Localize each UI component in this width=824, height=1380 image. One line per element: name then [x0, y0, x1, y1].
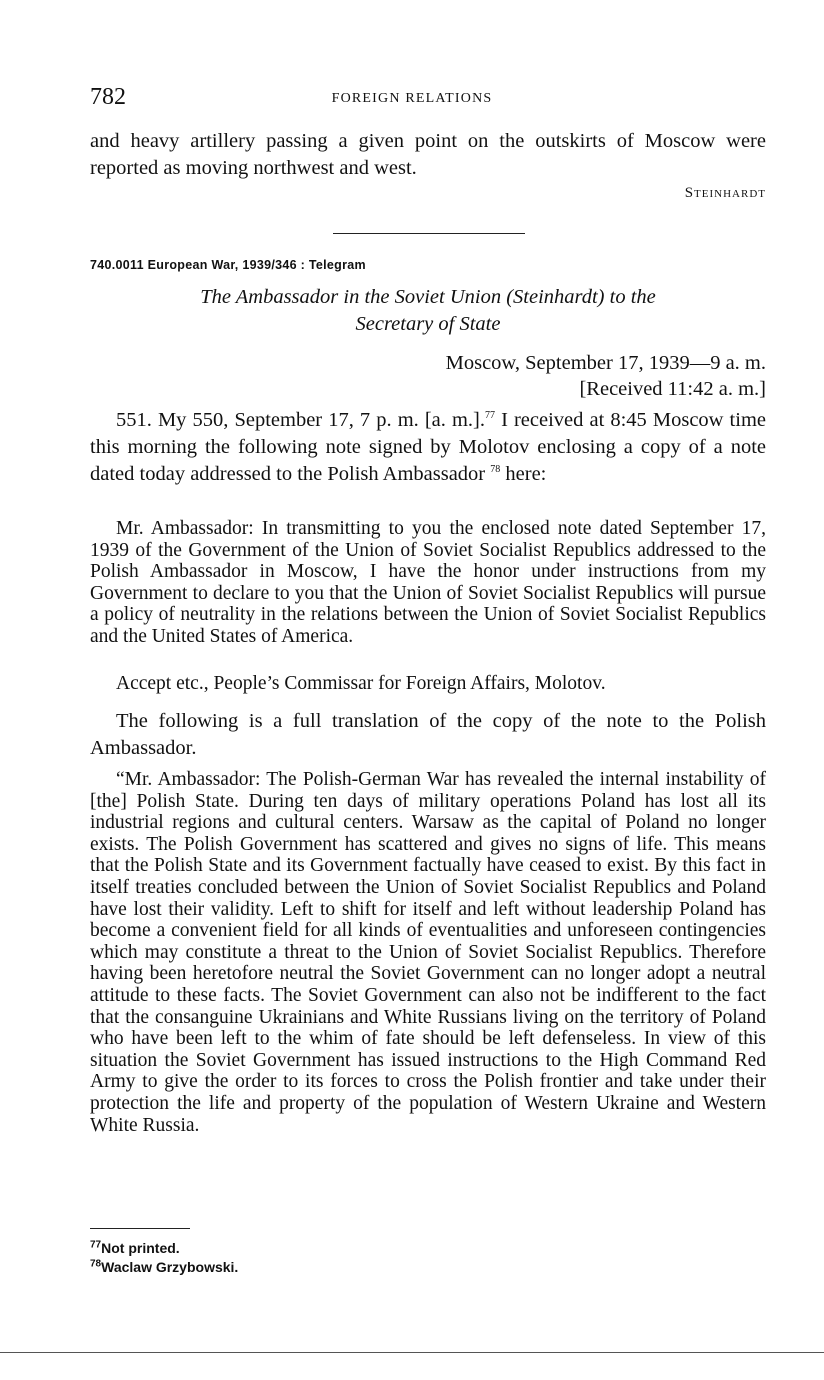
translation-intro-paragraph: The following is a full translation of the copy of the note to the Polish Ambassador.: [90, 710, 766, 759]
page-number: 782: [90, 84, 126, 110]
page-bottom-edge: [0, 1352, 824, 1353]
footnote-77: [90, 1240, 180, 1257]
footnote-text: Waclaw Grzybowski.: [101, 1259, 239, 1275]
polish-ambassador-note-quote: “Mr. Ambassador: The Polish-German War has revealed the internal instability of [the] Polish State. During ten days of military operations Poland has lost all its industrial regions and cultural centers. Warsaw as the capital of Poland no longer exists. The Polish Government has scattered and gives no signs of life. This means that the Polish State and its Government factually have ceased to exist. By this fact in itself treaties concluded between the Union of Soviet Socialist Republics and Poland have lost their validity. Left to shift for itself and left without leadership Poland has become a convenient field for all kinds of eventualities and unforeseen contingencies which may constitute a threat to the Union of Soviet Socialist Republics. Therefore having been heretofore neutral the Soviet Government can no longer adopt a neutral attitude to these facts. The Soviet Government can also not be indifferent to the fact that the consanguine Ukrainians and White Russians living on the territory of Poland who have been left to the whim of fate should be left defenseless. In view of this situation the Soviet Government has issued instructions to the High Command Red Army to give the order to its forces to cross the Polish frontier and take under their protection the life and property of the population of Western Ukraine and Western White Russia.: [90, 769, 766, 1136]
molotov-note-closing: Accept etc., People’s Commissar for Foreign Affairs, Molotov.: [116, 673, 606, 694]
dateline: Moscow, September 17, 1939—9 a. m.: [445, 352, 766, 374]
running-title: FOREIGN RELATIONS: [331, 91, 493, 106]
footnote-ref-77: 77: [485, 410, 495, 422]
document-title-line-1: The Ambassador in the Soviet Union (Steinhardt) to the: [200, 286, 656, 308]
continuation-paragraph: and heavy artillery passing a given point on the outskirts of Moscow were reported as moving northwest and west.: [90, 130, 766, 179]
footnote-mark: 78: [90, 1258, 102, 1270]
footnote-divider: [90, 1228, 190, 1229]
telegram-paragraph-1-start: 551. My 550, September 17, 7 p. m. [a. m.].: [116, 409, 485, 431]
molotov-note-quote: Mr. Ambassador: In transmitting to you the enclosed note dated September 17, 1939 of the Government of the Union of Soviet Socialist Republics addressed to the Polish Ambassador in Moscow, I have the honor under instructions from my Government to declare to you that the Union of Soviet Socialist Republics will pursue a policy of neutrality in the relations between the Union of Soviet Socialist Republics and the United States of America.: [90, 518, 766, 647]
section-divider: [333, 233, 525, 234]
footnote-ref-78: 78: [490, 464, 501, 476]
received-time: [Received 11:42 a. m.]: [579, 378, 766, 400]
file-reference: 740.0011 European War, 1939/346 : Telegram: [90, 258, 366, 272]
footnote-78: [90, 1259, 238, 1276]
telegram-paragraph-1-end: here:: [500, 463, 547, 485]
footnote-text: Not printed.: [101, 1240, 180, 1256]
telegram-paragraph-1: [90, 407, 766, 488]
telegram-paragraph-1-body: I received at 8:45 Moscow time this morning the following note signed by Molotov enclosing a copy of a note dated today addressed to the Polish Ambassador: [90, 409, 766, 485]
signature: Steinhardt: [684, 185, 766, 201]
footnote-mark: 77: [90, 1239, 102, 1251]
document-title-line-2: Secretary of State: [355, 313, 501, 335]
